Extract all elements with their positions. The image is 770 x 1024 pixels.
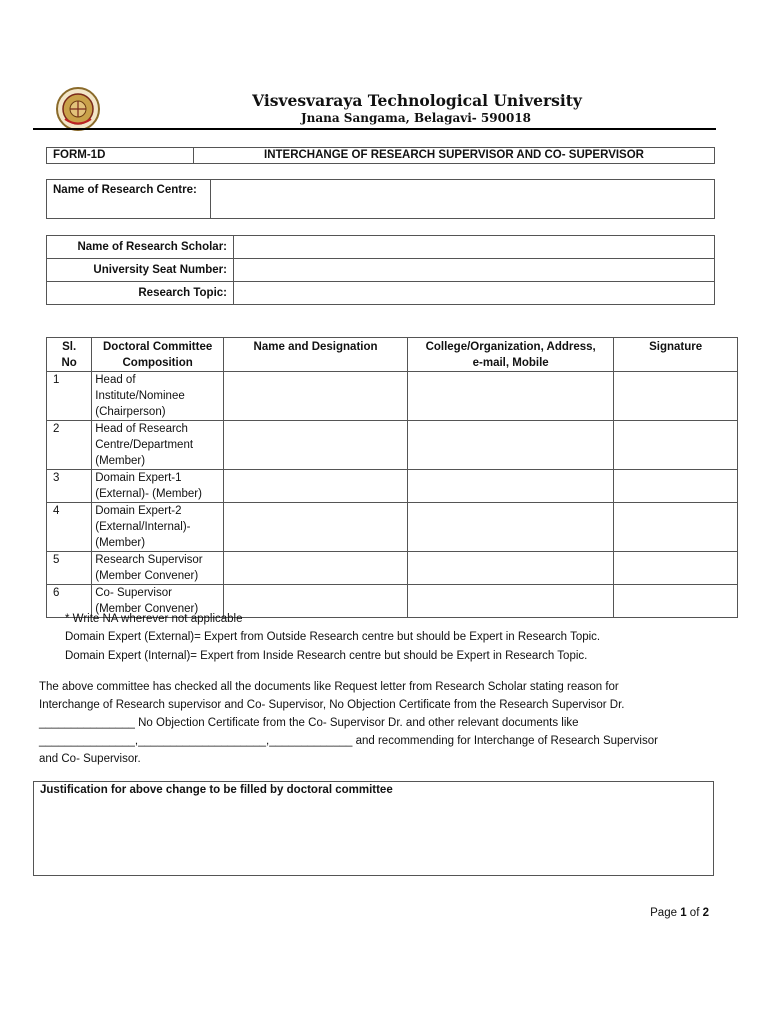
committee-table	[46, 337, 738, 618]
committee-row	[47, 503, 738, 552]
member-name-field[interactable]	[224, 372, 408, 421]
form-title: INTERCHANGE OF RESEARCH SUPERVISOR AND CO- SUPERVISOR	[194, 148, 715, 164]
col-header-composition-line2: Composition	[122, 357, 193, 369]
col-header-college-line1: College/Organization, Address,	[425, 341, 596, 353]
col-header-sl	[47, 338, 92, 372]
statement-line-4: _______________,____________________,_____________ and recommending for Interchange of Research Supervisor	[39, 735, 658, 747]
member-college-field[interactable]	[408, 552, 614, 585]
committee-row-composition	[92, 470, 224, 503]
composition-line: Head of Research	[95, 423, 188, 435]
statement-line-3: _______________ No Objection Certificate from the Co- Supervisor Dr. and other relevant documents like	[39, 717, 579, 729]
member-signature-field[interactable]	[614, 470, 738, 503]
header-rule	[33, 128, 716, 130]
member-college-field[interactable]	[408, 585, 614, 618]
committee-row	[47, 421, 738, 470]
composition-line: (External)- (Member)	[95, 488, 202, 500]
committee-row	[47, 372, 738, 421]
member-name-field[interactable]	[224, 421, 408, 470]
composition-line: (Member Convener)	[95, 603, 199, 615]
page-prefix: Page	[650, 907, 681, 919]
composition-line: Institute/Nominee	[95, 390, 185, 402]
scholar-name-field[interactable]	[234, 236, 715, 259]
composition-line: Research Supervisor	[95, 554, 203, 566]
col-header-college-line2: e-mail, Mobile	[472, 357, 549, 369]
justification-label: Justification for above change to be filled by doctoral committee	[40, 784, 393, 796]
statement-line-2: Interchange of Research supervisor and Co- Supervisor, No Objection Certificate from the Research Supervisor Dr.	[39, 699, 625, 711]
committee-statement	[39, 678, 709, 768]
research-centre-field[interactable]	[211, 180, 715, 219]
member-signature-field[interactable]	[614, 421, 738, 470]
university-name: Visvesvaraya Technological University	[252, 91, 582, 110]
composition-line: (Chairperson)	[95, 406, 166, 418]
member-name-field[interactable]	[224, 552, 408, 585]
research-centre-label: Name of Research Centre:	[47, 180, 211, 219]
composition-line: (External/Internal)-	[95, 521, 191, 533]
col-header-sl-line2: No	[61, 357, 77, 369]
note-internal: Domain Expert (Internal)= Expert from Inside Research centre but should be Expert in Research Topic.	[65, 650, 588, 662]
seat-number-field[interactable]	[234, 259, 715, 282]
note-external: Domain Expert (External)= Expert from Outside Research centre but should be Expert in Research Topic.	[65, 631, 601, 643]
composition-line: Head of	[95, 374, 136, 386]
scholar-name-label: Name of Research Scholar:	[47, 236, 234, 259]
committee-row-composition	[92, 421, 224, 470]
col-header-name: Name and Designation	[224, 338, 408, 372]
committee-row-number: 4	[47, 503, 92, 552]
composition-line: (Member Convener)	[95, 570, 199, 582]
composition-line: Domain Expert-2	[95, 505, 182, 517]
note-na: * Write NA wherever not applicable	[65, 613, 243, 625]
member-name-field[interactable]	[224, 503, 408, 552]
page-current: 1	[680, 907, 687, 919]
composition-line: (Member)	[95, 455, 146, 467]
committee-row	[47, 552, 738, 585]
member-signature-field[interactable]	[614, 503, 738, 552]
research-topic-label: Research Topic:	[47, 282, 234, 305]
member-name-field[interactable]	[224, 585, 408, 618]
member-name-field[interactable]	[224, 470, 408, 503]
statement-line-5: and Co- Supervisor.	[39, 753, 141, 765]
member-signature-field[interactable]	[614, 552, 738, 585]
committee-row-composition	[92, 503, 224, 552]
member-signature-field[interactable]	[614, 372, 738, 421]
col-header-composition	[92, 338, 224, 372]
member-college-field[interactable]	[408, 421, 614, 470]
committee-row-number: 1	[47, 372, 92, 421]
col-header-composition-line1: Doctoral Committee	[102, 341, 213, 353]
research-topic-field[interactable]	[234, 282, 715, 305]
page-of: of	[686, 907, 703, 919]
statement-line-1: The above committee has checked all the documents like Request letter from Research Scholar stating reason for	[39, 681, 619, 693]
research-centre-table	[46, 179, 715, 219]
composition-line: Centre/Department	[95, 439, 194, 451]
committee-row-number: 3	[47, 470, 92, 503]
university-address: Jnana Sangama, Belagavi- 590018	[300, 111, 532, 125]
committee-row	[47, 470, 738, 503]
member-college-field[interactable]	[408, 372, 614, 421]
justification-box[interactable]	[33, 781, 714, 876]
col-header-signature: Signature	[614, 338, 738, 372]
composition-line: (Member)	[95, 537, 146, 549]
member-college-field[interactable]	[408, 470, 614, 503]
col-header-college	[408, 338, 614, 372]
page-number	[650, 907, 709, 919]
member-college-field[interactable]	[408, 503, 614, 552]
form-code: FORM-1D	[47, 148, 194, 164]
committee-row-composition	[92, 372, 224, 421]
committee-row-composition	[92, 552, 224, 585]
col-header-sl-line1: Sl.	[62, 341, 77, 353]
scholar-table	[46, 235, 715, 305]
seat-number-label: University Seat Number:	[47, 259, 234, 282]
committee-row-number: 5	[47, 552, 92, 585]
member-signature-field[interactable]	[614, 585, 738, 618]
committee-row-number: 2	[47, 421, 92, 470]
composition-line: Domain Expert-1	[95, 472, 182, 484]
form-title-table	[46, 147, 715, 164]
page-total: 2	[702, 907, 709, 919]
committee-row-number: 6	[47, 585, 92, 618]
composition-line: Co- Supervisor	[95, 587, 172, 599]
